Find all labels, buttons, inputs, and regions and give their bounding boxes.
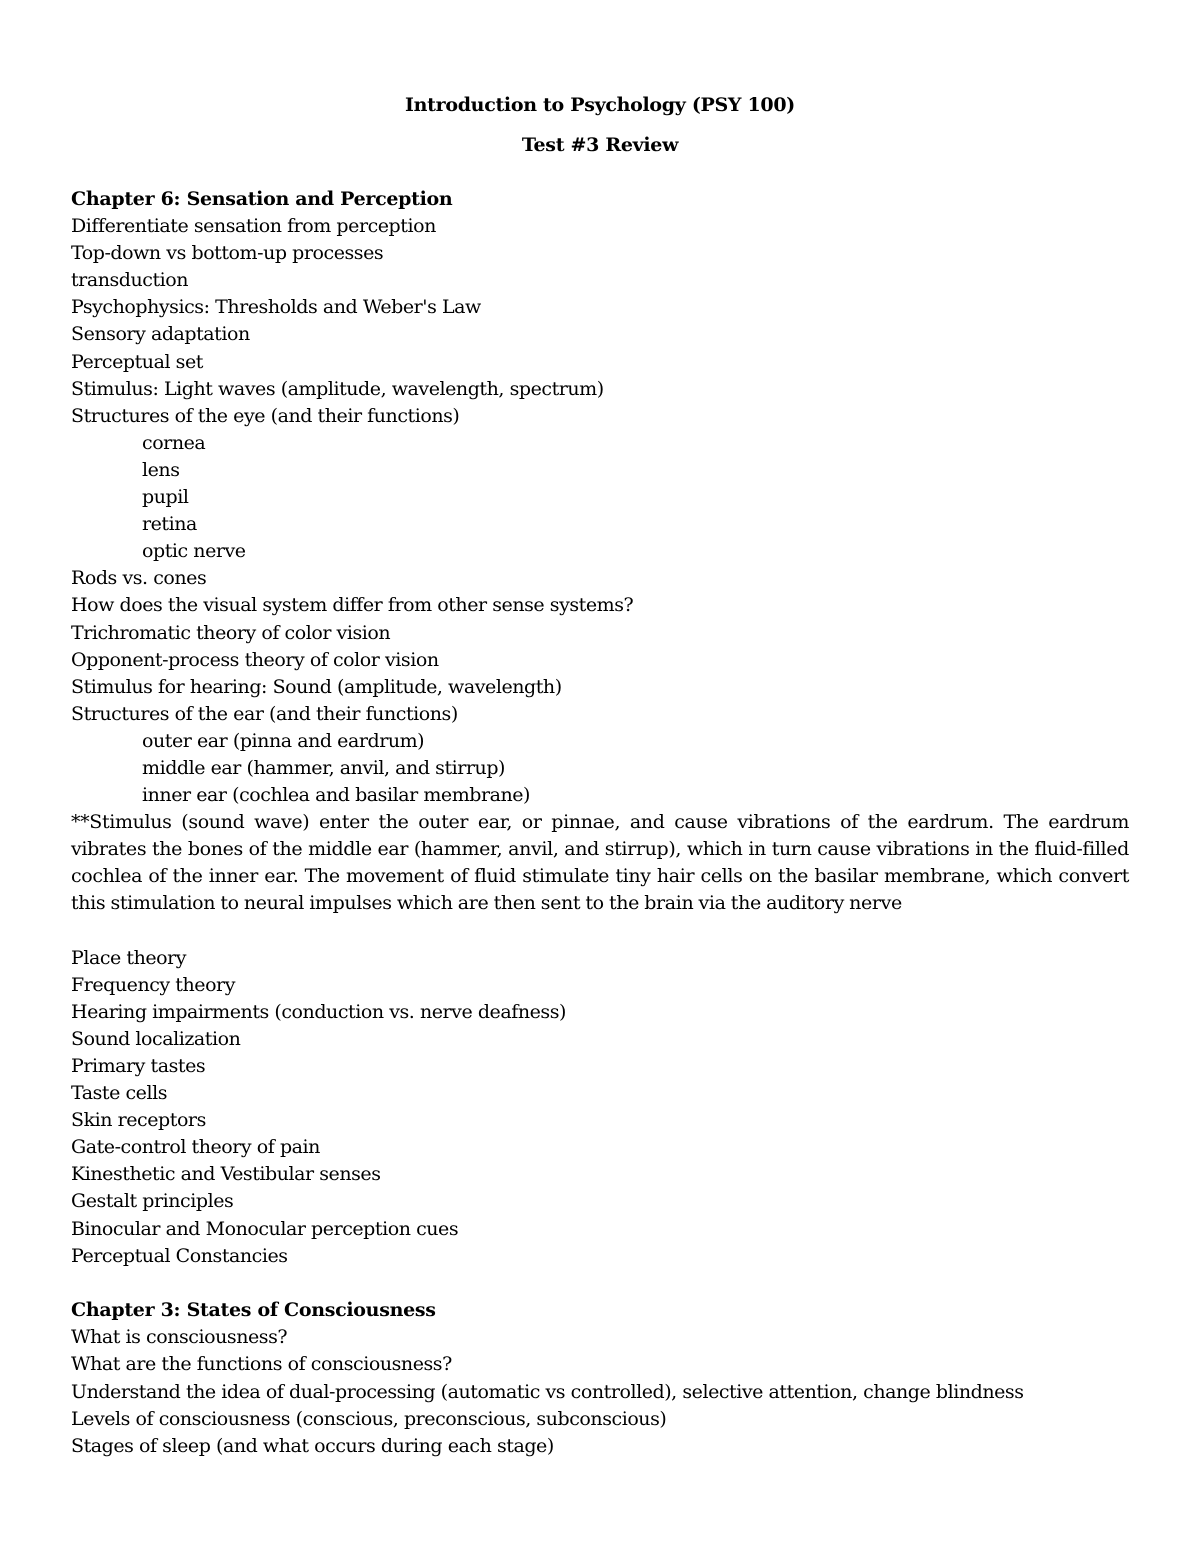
review-body xyxy=(71,186,1129,1460)
list-item: Structures of the eye (and their functions) xyxy=(71,404,460,427)
list-item: Opponent-process theory of color vision xyxy=(71,648,439,671)
list-item: Taste cells xyxy=(71,1082,168,1105)
list-item: Sound localization xyxy=(71,1027,241,1050)
ear-structure-item: inner ear (cochlea and basilar membrane) xyxy=(142,784,531,807)
eye-structure-item: optic nerve xyxy=(142,540,246,563)
list-item: Skin receptors xyxy=(71,1109,206,1132)
list-item: Stimulus for hearing: Sound (amplitude, wavelength) xyxy=(71,675,562,698)
list-item: Kinesthetic and Vestibular senses xyxy=(71,1163,381,1186)
list-item: Gestalt principles xyxy=(71,1190,234,1213)
chapter-3-heading: Chapter 3: States of Consciousness xyxy=(71,1299,436,1322)
eye-structure-item: cornea xyxy=(142,431,206,454)
list-item: Stimulus: Light waves (amplitude, wavelength, spectrum) xyxy=(71,377,604,400)
list-item: How does the visual system differ from other sense systems? xyxy=(71,594,634,617)
list-item: Structures of the ear (and their functions) xyxy=(71,702,458,725)
chapter-6-heading: Chapter 6: Sensation and Perception xyxy=(71,188,453,210)
list-item: Primary tastes xyxy=(71,1055,206,1077)
list-item: Stages of sleep (and what occurs during each stage) xyxy=(71,1434,554,1457)
list-item: Top-down vs bottom-up processes xyxy=(71,242,384,265)
spacer xyxy=(71,918,1129,945)
list-item: What is consciousness? xyxy=(71,1326,288,1349)
list-item: Psychophysics: Thresholds and Weber's Law xyxy=(71,296,481,319)
eye-structure-item: pupil xyxy=(142,486,189,509)
list-item: Place theory xyxy=(71,946,187,969)
eye-structure-item: retina xyxy=(142,513,197,536)
list-item: Frequency theory xyxy=(71,973,235,996)
list-item: Levels of consciousness (conscious, preconscious, subconscious) xyxy=(71,1407,667,1430)
document-title: Introduction to Psychology (PSY 100) xyxy=(405,94,795,116)
hearing-process-paragraph: **Stimulus (sound wave) enter the outer ear, or pinnae, and cause vibrations of the eardrum. The eardrum vibrates the bones of the middle ear (hammer, anvil, and stirrup), which in turn cause vibrations in the fluid-filled cochlea of the inner ear. The movement of fluid stimulate tiny hair cells on the basilar membrane, which convert this stimulation to neural impulses which are then sent to the brain via the auditory nerve xyxy=(71,811,1129,915)
list-item: Hearing impairments (conduction vs. nerve deafness) xyxy=(71,1000,566,1023)
list-item: Perceptual Constancies xyxy=(71,1244,288,1267)
list-item: transduction xyxy=(71,269,189,292)
eye-structure-item: lens xyxy=(142,458,180,481)
list-item: Understand the idea of dual-processing (automatic vs controlled), selective attention, change blindness xyxy=(71,1380,1024,1403)
list-item: Trichromatic theory of color vision xyxy=(71,621,391,644)
spacer xyxy=(71,1270,1129,1298)
list-item: What are the functions of consciousness? xyxy=(71,1353,452,1376)
list-item: Differentiate sensation from perception xyxy=(71,215,436,238)
ear-structure-item: middle ear (hammer, anvil, and stirrup) xyxy=(142,756,505,779)
list-item: Gate-control theory of pain xyxy=(71,1136,320,1159)
ear-structure-item: outer ear (pinna and eardrum) xyxy=(142,729,425,752)
list-item: Sensory adaptation xyxy=(71,323,250,346)
list-item: Binocular and Monocular perception cues xyxy=(71,1217,459,1240)
list-item: Rods vs. cones xyxy=(71,567,207,590)
list-item: Perceptual set xyxy=(71,350,203,373)
document-subtitle: Test #3 Review xyxy=(521,134,679,156)
